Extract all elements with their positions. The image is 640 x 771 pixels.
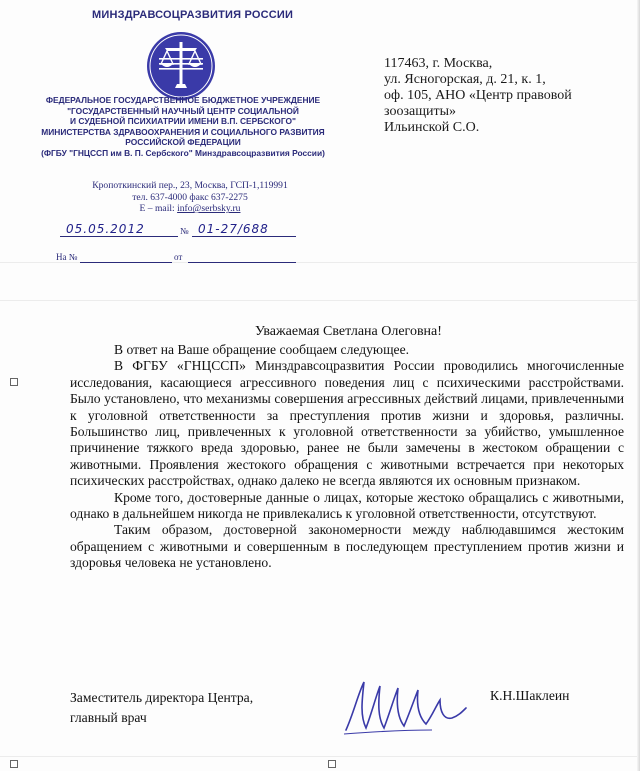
body-paragraph: В ответ на Ваше обращение сообщаем следующее. <box>114 342 410 357</box>
greeting: Уважаемая Светлана Олеговна! <box>255 324 442 339</box>
scan-margin-marker <box>10 760 18 768</box>
body-paragraph: Таким образом, достоверной закономерности между наблюдавшимся жестоким обращением с животными и совершенным в последующем преступлением против жизни и здоровья человека не установлено. <box>70 522 624 571</box>
scan-margin-marker <box>10 378 18 386</box>
body-paragraph: В ФГБУ «ГНЦССП» Минздравсоцразвития России проводились многочисленные исследования, касающиеся агрессивного поведения лиц с психическими расстройствами. Было установлено, что механизмы совершения агрессивных действий лицами, привлеченными к уголовной ответственности за преступления против жизни и здоровья, различны. Большинство лиц, привлеченных к уголовной ответственности за убийство, умышленное причинение тяжкого вреда здоровью, ранее не были замечены в жестоком обращении с животными. Проявления жестокого обращения с животными встречается при некоторых психических расстройствах, однако далеко не всегда являются их основным признаком. <box>70 358 624 489</box>
scan-artifact-line <box>0 300 640 301</box>
institution-abbreviation: (ФГБУ "ГНЦССП им В. П. Сербского" Минздравсоцразвития России) <box>41 147 325 158</box>
addressee-line: зоозащиты» <box>384 104 456 119</box>
institution-name <box>18 95 348 159</box>
addressee-line: Ильинской С.О. <box>384 120 480 135</box>
number-label: № <box>180 226 189 236</box>
institution-line: РОССИЙСКОЙ ФЕДЕРАЦИИ <box>125 137 241 148</box>
institution-line: "ГОСУДАРСТВЕННЫЙ НАУЧНЫЙ ЦЕНТР СОЦИАЛЬНОЙ <box>67 105 299 116</box>
email-label: E – mail: <box>139 203 178 215</box>
date-underline <box>60 236 178 237</box>
addressee-line: ул. Ясногорская, д. 21, к. 1, <box>384 72 546 87</box>
postal-address: Кропоткинский пер., 23, Москва, ГСП-1,119991 <box>92 180 288 191</box>
institution-line: МИНИСТЕРСТВА ЗДРАВООХРАНЕНИЯ И СОЦИАЛЬНОГО РАЗВИТИЯ <box>41 126 325 137</box>
institution-line: ФЕДЕРАЛЬНОЕ ГОСУДАРСТВЕННОЕ БЮДЖЕТНОЕ УЧРЕЖДЕНИЕ <box>45 95 321 105</box>
number-underline <box>192 236 296 237</box>
reference-date-label: от <box>174 252 183 262</box>
handwritten-signature <box>340 672 470 742</box>
phone-fax: тел. 637-4000 факс 637-2275 <box>132 191 248 203</box>
outgoing-number: 01-27/688 <box>198 222 269 236</box>
contact-block <box>40 180 340 215</box>
addressee-line: оф. 105, АНО «Центр правовой <box>384 88 572 103</box>
outgoing-date: 05.05.2012 <box>66 222 145 236</box>
ministry-name: МИНЗДРАВСОЦРАЗВИТИЯ РОССИИ <box>92 9 294 21</box>
reference-number-underline <box>80 262 172 263</box>
email-line <box>40 203 340 215</box>
signer-position-line: Заместитель директора Центра, <box>70 690 254 705</box>
signer-position <box>70 688 253 728</box>
body-paragraph: Кроме того, достоверные данные о лицах, которые жестоко обращались с животными, однако в дальнейшем никогда не привлекались к уголовной ответственности, отсутствуют. <box>70 489 624 522</box>
signer-name: К.Н.Шаклеин <box>490 688 570 703</box>
addressee-block <box>384 56 624 136</box>
institution-logo-icon <box>145 30 217 102</box>
addressee-line: 117463, г. Москва, <box>384 56 493 71</box>
letter-body <box>70 342 624 572</box>
scan-artifact-line <box>0 756 640 757</box>
email-link[interactable]: info@serbsky.ru <box>177 203 241 215</box>
scan-margin-marker <box>328 760 336 768</box>
reference-date-underline <box>188 262 296 263</box>
institution-line: И СУДЕБНОЙ ПСИХИАТРИИ ИМЕНИ В.П. СЕРБСКОГО" <box>70 116 296 127</box>
reference-number-label: На № <box>56 252 78 262</box>
signer-position-line: главный врач <box>70 710 147 725</box>
